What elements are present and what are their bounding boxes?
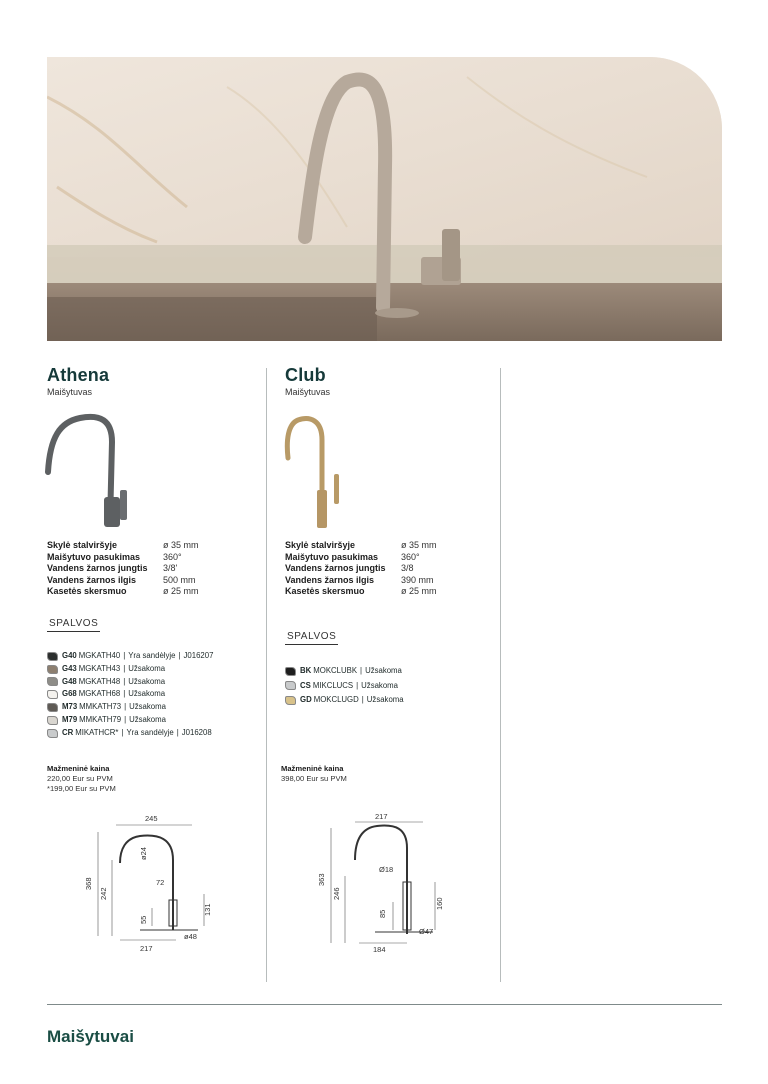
spec-label: Vandens žarnos ilgis <box>285 574 375 585</box>
footer-divider <box>47 1004 722 1005</box>
color-code: M73 <box>62 702 78 712</box>
color-code: G40 <box>62 651 77 660</box>
color-code: G68 <box>62 689 77 699</box>
color-ref: J016208 <box>181 727 212 737</box>
color-option: G48 MGKATH48 | Užsakoma <box>47 676 213 689</box>
color-sku: MIKCLUCS <box>312 680 354 690</box>
dim-label: 72 <box>156 878 165 887</box>
spec-label: Kasetės skersmuo <box>47 586 127 597</box>
dim-label: 242 <box>99 887 108 900</box>
color-swatch <box>47 665 58 674</box>
product-club <box>285 364 490 397</box>
color-code: M79 <box>62 714 78 724</box>
column-divider <box>266 368 267 982</box>
color-swatch <box>47 690 58 699</box>
price-value: *199,00 Eur su PVM <box>47 784 116 793</box>
spec-row <box>47 575 199 587</box>
athena-faucet-image <box>40 412 150 532</box>
spec-row <box>285 540 437 552</box>
spec-label: Vandens žarnos jungtis <box>47 563 148 574</box>
color-sku: MOKCLUGD <box>313 695 359 704</box>
color-swatch <box>285 667 296 676</box>
column-divider <box>500 368 501 982</box>
dim-label: 184 <box>373 945 386 954</box>
club-specs <box>285 540 437 598</box>
spec-label: Skylė stalviršyje <box>285 540 356 550</box>
spec-value: 360° <box>163 551 182 562</box>
color-option: CS MIKCLUCS | Užsakoma <box>285 679 404 694</box>
color-option: G68 MGKATH68 | Užsakoma <box>47 688 213 701</box>
product-name: Athena <box>47 365 110 385</box>
dim-label: 245 <box>145 814 158 823</box>
spec-row <box>285 586 437 598</box>
product-subtitle: Maišytuvas <box>285 387 331 397</box>
color-swatch <box>285 696 296 705</box>
hero-faucet-illustration <box>47 57 722 341</box>
club-faucet-image <box>280 412 360 532</box>
color-status: Užsakoma <box>361 680 399 690</box>
dim-label: 217 <box>140 944 153 953</box>
color-status: Užsakoma <box>129 714 166 724</box>
color-sku: MGKATH48 <box>78 676 121 686</box>
color-code: GD <box>300 695 312 704</box>
spec-row <box>47 563 199 575</box>
spec-row <box>47 552 199 564</box>
dim-label: 55 <box>139 915 148 924</box>
spec-label: Maišytuvo pasukimas <box>285 551 379 562</box>
dim-label: 368 <box>84 877 93 890</box>
color-sku: MIKATHCR* <box>75 727 119 737</box>
color-option: G40 MGKATH40 | Yra sandėlyje | J016207 <box>47 650 213 663</box>
athena-dimension-drawing <box>80 808 215 958</box>
color-code: CR <box>62 727 74 737</box>
color-code: G48 <box>62 676 77 686</box>
spec-row <box>285 552 437 564</box>
spec-label: Maišytuvo pasukimas <box>47 551 141 562</box>
color-code: BK <box>300 666 312 675</box>
price-label: Mažmeninė kaina <box>47 764 110 773</box>
spec-row <box>285 563 437 575</box>
color-code: G43 <box>62 663 77 673</box>
colors-heading: SPALVOS <box>285 631 338 645</box>
color-swatch <box>47 729 58 738</box>
price-value: 220,00 Eur su PVM <box>47 774 113 783</box>
spec-row <box>285 575 437 587</box>
product-subtitle: Maišytuvas <box>47 387 93 397</box>
color-status: Užsakoma <box>366 695 404 704</box>
product-athena <box>47 364 252 397</box>
color-ref: J016207 <box>183 651 214 660</box>
color-code: CS <box>300 680 311 690</box>
club-dimension-drawing <box>315 808 450 958</box>
price-label: Mažmeninė kaina <box>281 764 344 773</box>
color-swatch <box>47 716 58 725</box>
club-price <box>281 764 347 784</box>
color-option: G43 MGKATH43 | Užsakoma <box>47 663 213 676</box>
spec-label: Skylė stalviršyje <box>47 540 118 550</box>
dim-label: ø48 <box>184 932 197 941</box>
athena-color-list <box>47 650 213 740</box>
dim-label: ø24 <box>139 847 148 860</box>
color-option: M79 MMKATH79 | Užsakoma <box>47 714 213 727</box>
spec-value: ø 25 mm <box>401 586 437 597</box>
color-sku: MMKATH73 <box>79 702 122 712</box>
spec-row <box>47 540 199 552</box>
color-sku: MOKCLUBK <box>313 666 358 675</box>
dim-label: 217 <box>375 812 388 821</box>
color-option: GD MOKCLUGD | Užsakoma <box>285 693 404 708</box>
spec-label: Vandens žarnos ilgis <box>47 574 137 585</box>
color-status: Užsakoma <box>128 663 166 673</box>
color-status: Užsakoma <box>129 702 166 712</box>
color-swatch <box>47 652 58 661</box>
dim-label: Ø47 <box>419 927 434 936</box>
product-name: Club <box>285 365 326 385</box>
dim-label: 363 <box>317 873 326 886</box>
spec-value: ø 25 mm <box>163 586 199 597</box>
dim-label: 160 <box>435 897 444 910</box>
spec-value: ø 35 mm <box>401 540 437 550</box>
spec-label: Vandens žarnos jungtis <box>285 563 386 574</box>
spec-label: Kasetės skersmuo <box>285 586 365 597</box>
spec-row <box>47 586 199 598</box>
spec-value: 3/8' <box>163 563 178 574</box>
spec-value: ø 35 mm <box>163 540 199 550</box>
color-sku: MGKATH68 <box>78 689 121 699</box>
spec-value: 360° <box>401 551 420 562</box>
color-swatch <box>47 677 58 686</box>
price-value: 398,00 Eur su PVM <box>281 774 347 783</box>
colors-heading: SPALVOS <box>47 618 100 632</box>
color-option: M73 MMKATH73 | Užsakoma <box>47 701 213 714</box>
color-status: Užsakoma <box>365 666 402 675</box>
footer-title: Maišytuvai <box>47 1027 134 1046</box>
spec-value: 390 mm <box>401 574 434 585</box>
dim-label: 246 <box>332 887 341 900</box>
dim-label: 85 <box>378 909 387 918</box>
hero-photo <box>47 57 722 341</box>
color-sku: MGKATH40 <box>78 651 121 660</box>
color-sku: MMKATH79 <box>79 714 122 724</box>
color-status: Yra sandėlyje <box>128 651 176 660</box>
club-color-list <box>285 664 404 708</box>
spec-value: 500 mm <box>163 574 196 585</box>
color-status: Užsakoma <box>128 676 166 686</box>
athena-specs <box>47 540 199 598</box>
spec-value: 3/8 <box>401 563 414 574</box>
color-swatch <box>285 681 296 690</box>
dim-label: 131 <box>203 903 212 916</box>
color-status: Užsakoma <box>128 689 166 699</box>
color-option: CR MIKATHCR* | Yra sandėlyje | J016208 <box>47 727 213 740</box>
color-status: Yra sandėlyje <box>126 727 174 737</box>
color-sku: MGKATH43 <box>78 663 121 673</box>
color-swatch <box>47 703 58 712</box>
color-option: BK MOKCLUBK | Užsakoma <box>285 664 404 679</box>
athena-price <box>47 764 116 794</box>
dim-label: Ø18 <box>379 865 394 874</box>
